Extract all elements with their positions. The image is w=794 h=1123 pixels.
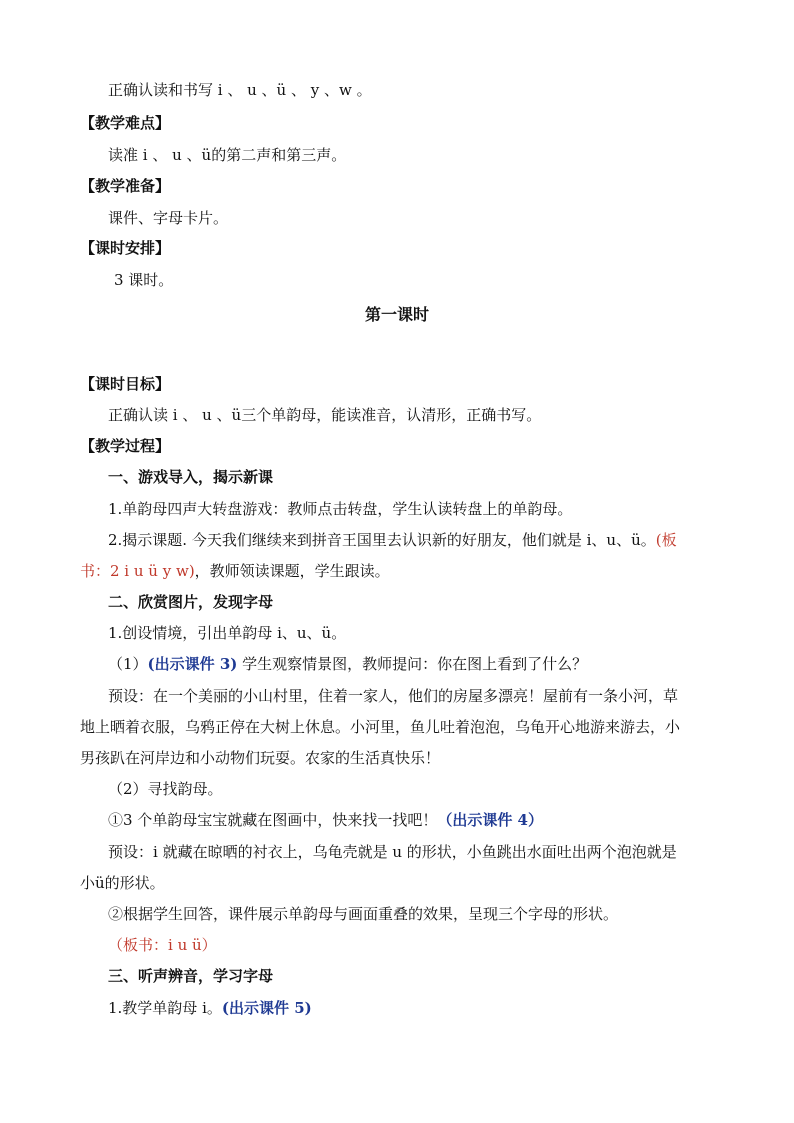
paragraph-s2-6-line2: 小ü的形状。 xyxy=(80,874,165,892)
courseware-ref: （出示课件 4） xyxy=(437,811,543,829)
paragraph-s2-4: （2）寻找韵母。 xyxy=(108,780,223,798)
text-run: 学生观察情景图，教师提问：你在图上看到了什么？ xyxy=(237,655,588,673)
heading-lesson-goal: 【课时目标】 xyxy=(80,375,171,393)
paragraph-s2-5 xyxy=(108,810,543,830)
courseware-ref: (出示课件 3) xyxy=(147,655,238,673)
paragraph-difficulty: 读准 i 、 u 、ü的第二声和第三声。 xyxy=(108,146,347,164)
paragraph-s2-1: 1.创设情境，引出单韵母 i、u、ü。 xyxy=(108,624,347,642)
blackboard-note: （板书：i u ü） xyxy=(108,936,217,954)
paragraph-s1-1: 1.单韵母四声大转盘游戏：教师点击转盘，学生认读转盘上的单韵母。 xyxy=(108,500,573,518)
paragraph-objective: 正确认读和书写 i 、 u 、ü 、 y 、w 。 xyxy=(108,81,372,99)
paragraph-s3-1 xyxy=(108,998,312,1018)
section-heading-3: 三、听声辨音，学习字母 xyxy=(108,967,274,985)
paragraph-lesson-goal: 正确认读 i 、 u 、ü三个单韵母，能读准音，认清形，正确书写。 xyxy=(108,406,542,424)
text-run: ，教师领读课题，学生跟读。 xyxy=(194,562,390,580)
blackboard-note: (板 xyxy=(655,531,677,549)
paragraph-s1-2-cont xyxy=(80,561,390,581)
paragraph-s2-7: ②根据学生回答，课件展示单韵母与画面重叠的效果，呈现三个字母的形状。 xyxy=(108,905,619,923)
heading-process: 【教学过程】 xyxy=(80,437,171,455)
text-run: 2.揭示课题. 今天我们继续来到拼音王国里去认识新的好朋友，他们就是 i、u、ü。 xyxy=(108,531,656,549)
text-run: （1） xyxy=(108,655,148,673)
paragraph-s2-3-line2: 地上晒着衣服，乌鸦正停在大树上休息。小河里，鱼儿吐着泡泡，乌龟开心地游来游去，小 xyxy=(80,718,681,736)
paragraph-schedule: 3 课时。 xyxy=(114,271,174,289)
paragraph-s2-3-line1: 预设：在一个美丽的小山村里，住着一家人，他们的房屋多漂亮！屋前有一条小河，草 xyxy=(108,687,679,705)
text-run: ①3 个单韵母宝宝就藏在图画中，快来找一找吧！ xyxy=(108,811,438,829)
section-heading-1: 一、游戏导入，揭示新课 xyxy=(108,468,274,486)
paragraph-preparation: 课件、字母卡片。 xyxy=(108,209,229,227)
heading-preparation: 【教学准备】 xyxy=(80,177,171,195)
paragraph-s2-2 xyxy=(108,654,587,674)
section-heading-2: 二、欣赏图片，发现字母 xyxy=(108,593,274,611)
paragraph-s2-3-line3: 男孩趴在河岸边和小动物们玩耍。农家的生活真快乐！ xyxy=(80,749,441,767)
text-run: 1.教学单韵母 i。 xyxy=(108,999,222,1017)
courseware-ref: (出示课件 5) xyxy=(221,999,312,1017)
lesson-title: 第一课时 xyxy=(364,305,429,324)
blackboard-note: 书：2 i u ü y w) xyxy=(80,562,195,580)
heading-schedule: 【课时安排】 xyxy=(80,239,171,257)
paragraph-s1-2 xyxy=(108,530,677,550)
paragraph-s2-6-line1: 预设：i 就藏在晾晒的衬衣上，乌龟壳就是 u 的形状，小鱼跳出水面吐出两个泡泡就是 xyxy=(108,843,677,861)
heading-difficulty: 【教学难点】 xyxy=(80,114,171,132)
